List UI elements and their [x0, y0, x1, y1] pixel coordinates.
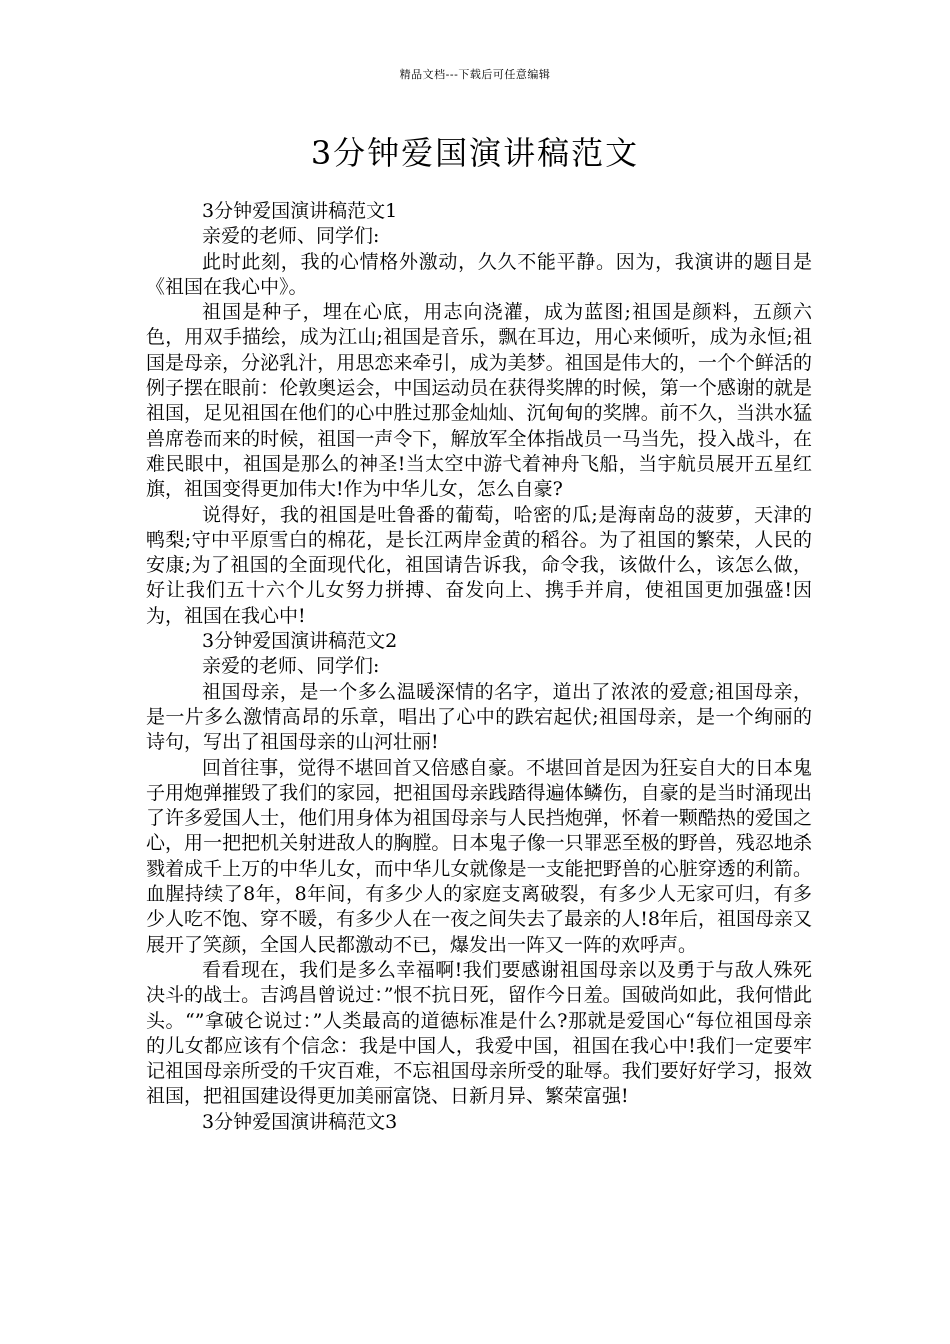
document-title: 3分钟爱国演讲稿范文 — [310, 134, 640, 172]
paragraph: 看看现在，我们是多么幸福啊!我们要感谢祖国母亲以及勇于与敌人殊死决斗的战士。吉鸿昌曾说过：”恨不抗日死，留作今日羞。国破尚如此，我何惜此头。“”拿破仑说过：”人类最高的道德标准是什么?那就是爱国心“每位祖国母亲的儿女都应该有个信念：我是中国人，我爱中国，祖国在我心中!我们一定要牢记祖国母亲所受的千灾百难，不忘祖国母亲所受的耻辱。我们要好好学习，报效祖国，把祖国建设得更加美丽富饶、日新月异、繁荣富强! — [146, 958, 812, 1108]
paragraph: 回首往事，觉得不堪回首又倍感自豪。不堪回首是因为狂妄自大的日本鬼子用炮弹摧毁了我们的家园，把祖国母亲践踏得遍体鳞伤，自豪的是当时涌现出了许多爱国人士，他们用身体为祖国母亲与人民挡炮弹，怀着一颗酷热的爱国之心，用一把把机关射进敌人的胸膛。日本鬼子像一只罪恶至极的野兽，残忍地杀戮着成千上万的中华儿女，而中华儿女就像是一支能把野兽的心脏穿透的利箭。血腥持续了8年，8年间，有多少人的家庭支离破裂，有多少人无家可归，有多少人吃不饱、穿不暖，有多少人在一夜之间失去了最亲的人!8年后，祖国母亲又展开了笑颜，全国人民都激动不已，爆发出一阵又一阵的欢呼声。 — [146, 756, 812, 956]
section-heading-2: 3分钟爱国演讲稿范文2 — [202, 630, 398, 653]
paragraph: 祖国母亲，是一个多么温暖深情的名字，道出了浓浓的爱意;祖国母亲，是一片多么激情高昂的乐章，唱出了心中的跌宕起伏;祖国母亲，是一个绚丽的诗句，写出了祖国母亲的山河壮丽! — [146, 680, 812, 754]
salutation: 亲爱的老师、同学们: — [202, 225, 380, 248]
header-note: 精品文档---下载后可任意编辑 — [399, 68, 551, 81]
paragraph: 此时此刻，我的心情格外激动，久久不能平静。因为，我演讲的题目是《祖国在我心中》。 — [146, 250, 812, 298]
document-body — [146, 199, 812, 1135]
salutation: 亲爱的老师、同学们: — [202, 655, 380, 678]
section-heading-1: 3分钟爱国演讲稿范文1 — [202, 200, 398, 222]
paragraph: 祖国是种子，埋在心底，用志向浇灌，成为蓝图;祖国是颜料，五颜六色，用双手描绘，成为江山;祖国是音乐，飘在耳边，用心来倾听，成为永恒;祖国是母亲，分泌乳汁，用思恋来牵引，成为美梦。祖国是伟大的，一个个鲜活的例子摆在眼前：伦敦奥运会，中国运动员在获得奖牌的时候，第一个感谢的就是祖国，足见祖国在他们的心中胜过那金灿灿、沉甸甸的奖牌。前不久，当洪水猛兽席卷而来的时候，祖国一声令下，解放军全体指战员一马当先，投入战斗，在难民眼中，祖国是那么的神圣!当太空中游弋着神舟飞船，当宇航员展开五星红旗，祖国变得更加伟大!作为中华儿女，怎么自豪? — [146, 301, 812, 501]
paragraph: 说得好，我的祖国是吐鲁番的葡萄，哈密的瓜;是海南岛的菠萝，天津的鸭梨;守中平原雪白的棉花，是长江两岸金黄的稻谷。为了祖国的繁荣，人民的安康;为了祖国的全面现代化，祖国请告诉我，命令我，该做什么，该怎么做，好让我们五十六个儿女努力拼搏、奋发向上、携手并肩，使祖国更加强盛!因为，祖国在我心中! — [146, 503, 812, 627]
section-heading-3: 3分钟爱国演讲稿范文3 — [202, 1110, 398, 1133]
